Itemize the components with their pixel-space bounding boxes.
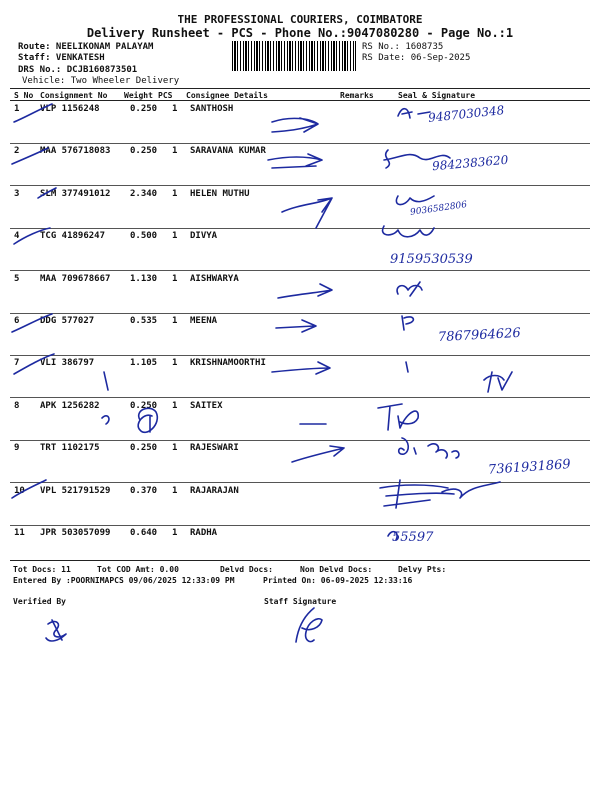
- row-consignee-name: DIVYA: [190, 231, 218, 242]
- row-weight: 1.105: [130, 358, 158, 369]
- col-consignee: Consignee Details: [186, 91, 268, 100]
- row-consignee-name: MEENA: [190, 316, 218, 326]
- rs-date: RS Date: 06-Sep-2025: [362, 53, 471, 63]
- delivery-points: Delvy Pts:: [398, 565, 447, 574]
- row-consignment-no: DDG 577027: [40, 316, 95, 326]
- row-pcs: 1: [172, 104, 178, 114]
- row-sno: 9: [14, 443, 20, 454]
- row-consignment-no: TCG 41896247: [40, 231, 106, 242]
- row-sno: 4: [14, 231, 20, 242]
- row-weight: 2.340: [130, 188, 158, 199]
- row-weight: 0.500: [130, 231, 158, 242]
- handwritten-phone-row9: 7361931869: [487, 457, 572, 478]
- handwritten-note-row11: 55597: [392, 530, 434, 545]
- row-weight: 0.640: [130, 528, 158, 538]
- row-sno: 8: [14, 400, 20, 411]
- row-weight: 1.130: [130, 273, 158, 284]
- printed-on: Printed On: 06-09-2025 12:33:16: [263, 576, 413, 585]
- row-sno: 5: [14, 273, 20, 284]
- row-consignment-no: VPL 521791529: [40, 485, 111, 496]
- verified-by-label: Verified By: [13, 597, 66, 606]
- row-pcs: 1: [172, 146, 178, 157]
- row-sno: 6: [14, 316, 20, 326]
- row-sno: 2: [14, 146, 20, 157]
- row-pcs: 1: [172, 443, 178, 454]
- company-name: THE PROFESSIONAL COURIERS, COIMBATORE: [177, 13, 423, 26]
- row-consignee-name: SANTHOSH: [190, 104, 234, 114]
- delivered-docs: Delvd Docs:: [220, 565, 273, 574]
- staff-signature-label: Staff Signature: [264, 597, 337, 606]
- total-docs: Tot Docs: 11: [13, 565, 71, 574]
- row-consignee-name: SAITEX: [190, 400, 223, 411]
- col-consignment: Consignment No: [40, 91, 108, 100]
- runsheet-subtitle: Delivery Runsheet - PCS - Phone No.:9047080280 - Page No.:1: [86, 26, 514, 40]
- staff-label: Staff: VENKATESH: [18, 53, 105, 63]
- row-weight: 0.535: [130, 316, 158, 326]
- handwritten-phone-row5: 9159530539: [390, 252, 473, 267]
- row-pcs: 1: [172, 188, 178, 199]
- row-consignee-name: SARAVANA KUMAR: [190, 146, 266, 157]
- row-consignment-no: TRT 1102175: [40, 443, 100, 454]
- row-consignment-no: JPR 503057099: [40, 528, 111, 538]
- row-weight: 0.250: [130, 104, 158, 114]
- col-seal-signature: Seal & Signature: [398, 91, 476, 100]
- row-sno: 10: [14, 485, 25, 496]
- row-pcs: 1: [172, 316, 178, 326]
- row-consignee-name: RAJESWARI: [190, 443, 239, 454]
- rs-number: RS No.: 1608735: [362, 42, 444, 52]
- handwritten-phone-row6: 7867964626: [437, 325, 522, 346]
- row-sno: 11: [14, 528, 25, 538]
- row-weight: 0.250: [130, 146, 158, 157]
- row-weight: 0.250: [130, 400, 158, 411]
- col-pcs: PCS: [158, 91, 173, 100]
- drs-label: DRS No.: DCJB160873501: [18, 65, 138, 75]
- col-weight: Weight: [124, 91, 153, 100]
- row-pcs: 1: [172, 358, 178, 369]
- row-pcs: 1: [172, 273, 178, 284]
- row-consignment-no: MAA 709678667: [40, 273, 111, 284]
- row-pcs: 1: [172, 400, 178, 411]
- row-consignment-no: MAA 576718083: [40, 146, 111, 157]
- handwritten-phone-row1: 9487030348: [427, 103, 505, 125]
- handwritten-phone-row3: 9036582806: [409, 200, 468, 218]
- row-weight: 0.370: [130, 485, 158, 496]
- row-consignee-name: HELEN MUTHU: [190, 188, 250, 199]
- row-consignment-no: SLM 377491012: [40, 188, 111, 199]
- total-cod: Tot COD Amt: 0.00: [97, 565, 179, 574]
- row-consignee-name: AISHWARYA: [190, 273, 239, 284]
- table-bottom-rule: [10, 560, 590, 561]
- row-sno: 1: [14, 104, 20, 114]
- row-pcs: 1: [172, 528, 178, 538]
- row-weight: 0.250: [130, 443, 158, 454]
- row-consignment-no: VLP 1156248: [40, 104, 100, 114]
- route-label: Route: NEELIKONAM PALAYAM: [18, 42, 154, 52]
- row-pcs: 1: [172, 231, 178, 242]
- row-sno: 7: [14, 358, 20, 369]
- handwritten-phone-row2: 9842383620: [431, 152, 509, 174]
- non-delivered-docs: Non Delvd Docs:: [300, 565, 373, 574]
- row-pcs: 1: [172, 485, 178, 496]
- row-consignee-name: RAJARAJAN: [190, 485, 239, 496]
- col-remarks: Remarks: [340, 91, 374, 100]
- entered-by: Entered By :POORNIMAPCS 09/06/2025 12:33:09 PM: [13, 576, 235, 585]
- vehicle-label: Vehicle: Two Wheeler Delivery: [22, 76, 180, 86]
- row-sno: 3: [14, 188, 20, 199]
- row-consignment-no: APK 1256282: [40, 400, 100, 411]
- row-consignment-no: VLI 386797: [40, 358, 95, 369]
- row-consignee-name: RADHA: [190, 528, 218, 538]
- row-consignee-name: KRISHNAMOORTHI: [190, 358, 266, 369]
- col-sno: S No: [14, 91, 34, 100]
